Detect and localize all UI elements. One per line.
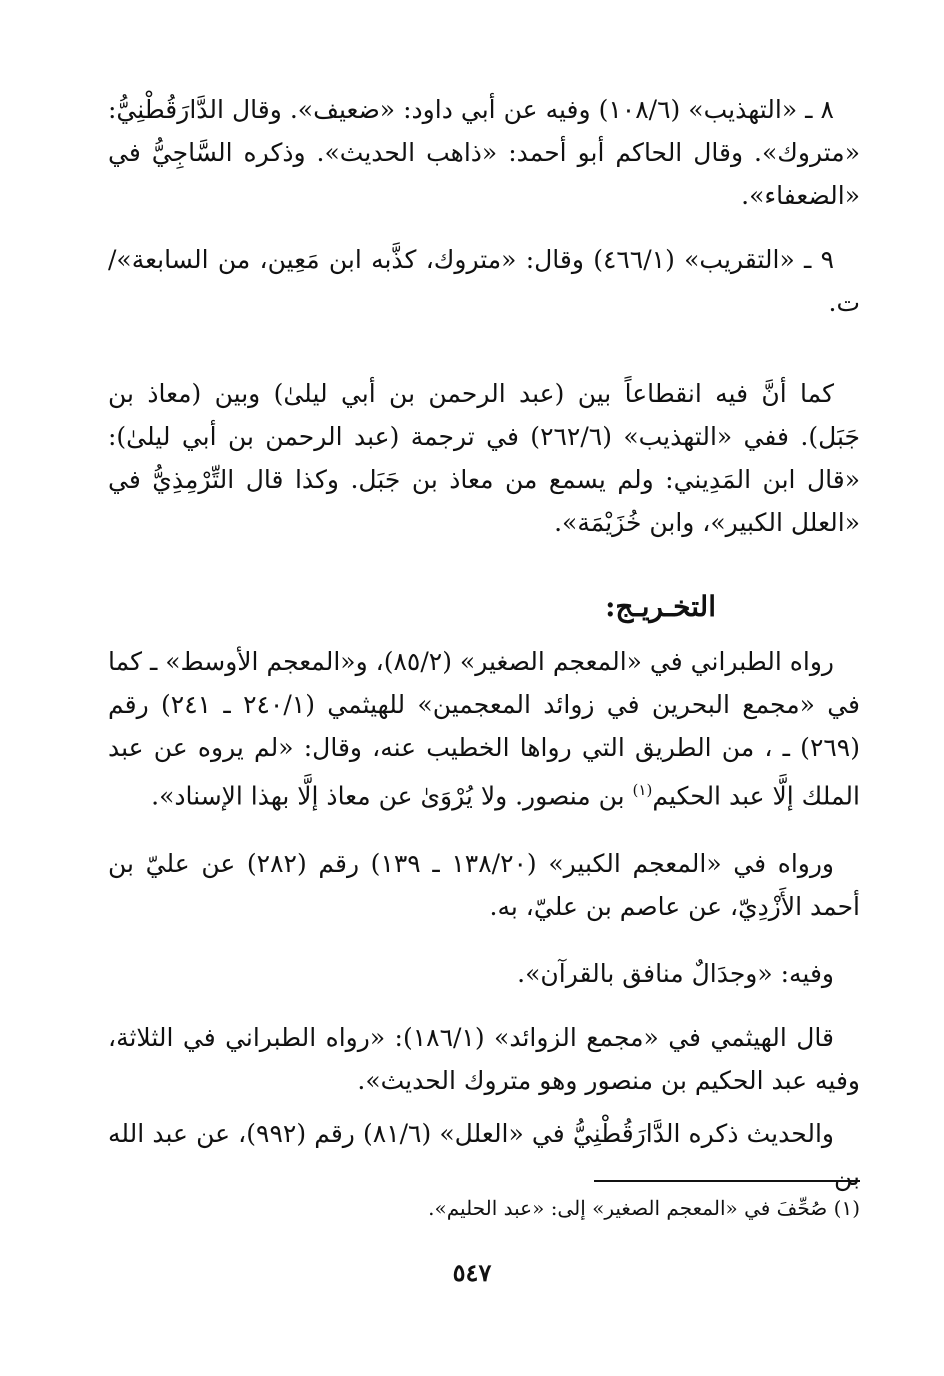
page-number: ٥٤٧ xyxy=(452,1258,492,1287)
footnote-1: (١) صُحِّفَ في «المعجم الصغير» إلى: «عبد الحليم». xyxy=(428,1196,860,1220)
paragraph-rawah-text-b: بن منصور. ولا يُرْوَىٰ عن معاذ إلَّا بهذا الإسناد». xyxy=(151,781,633,811)
section-heading-takhrij: التخـريـج: xyxy=(605,590,716,623)
paragraph-wafihi: وفيه: «وجدَالٌ منافق بالقرآن». xyxy=(517,959,834,988)
paragraph-inqita: كما أنَّ فيه انقطاعاً بين (عبد الرحمن بن أبي ليلىٰ) وبين (معاذ بن جَبَل). ففي «التهذيب» (٢٦٢/٦) في ترجمة (عبد الرحمن بن أبي ليلىٰ): «قال ابن المَدِيني: ولم يسمع من معاذ بن جَبَل. وكذا قال التِّرْمِذِيُّ في «العلل الكبير»، وابن خُزَيْمَة». xyxy=(108,379,861,537)
paragraph-rawah-text-a: رواه الطبراني في «المعجم الصغير» (٨٥/٢)، و«المعجم الأوسط» ـ كما في «مجمع البحرين في زوائد المعجمين» للهيثمي (٢٤٠/١ ـ ٢٤١) رقم (٢٦٩) ـ ، من الطريق التي رواها الخطيب عنه، وقال: «لم يروه عن عبد الملك إلَّا عبد الحكيم xyxy=(108,647,860,811)
paragraph-haythami: قال الهيثمي في «مجمع الزوائد» (١٨٦/١): «رواه الطبراني في الثلاثة، وفيه عبد الحكيم بن منصور وهو متروك الحديث». xyxy=(108,1023,860,1095)
paragraph-8-tahdhib: ٨ ـ «التهذيب» (١٠٨/٦) وفيه عن أبي داود: «ضعيف». وقال الدَّارَقُطْنِيُّ: «متروك». وقال الحاكم أبو أحمد: «ذاهب الحديث». وذكره السَّاجِيُّ في «الضعفاء». xyxy=(108,95,860,210)
paragraph-rawah-tabarani xyxy=(108,640,860,817)
footnote-reference: (١) xyxy=(632,781,653,799)
footnote-separator xyxy=(594,1180,860,1182)
paragraph-9-taqrib: ٩ ـ «التقريب» (٤٦٦/١) وقال: «متروك، كذَّبه ابن مَعِين، من السابعة»/ ت. xyxy=(108,245,860,317)
paragraph-daraqutni-ilal: والحديث ذكره الدَّارَقُطْنِيُّ في «العلل» (٨١/٦) رقم (٩٩٢)، عن عبد الله بن xyxy=(108,1119,860,1191)
paragraph-mujam-kabir: ورواه في «المعجم الكبير» (١٣٨/٢٠ ـ ١٣٩) رقم (٢٨٢) عن عليّ بن أحمد الأَزْدِيّ، عن عاصم بن عليّ، به. xyxy=(108,849,860,921)
